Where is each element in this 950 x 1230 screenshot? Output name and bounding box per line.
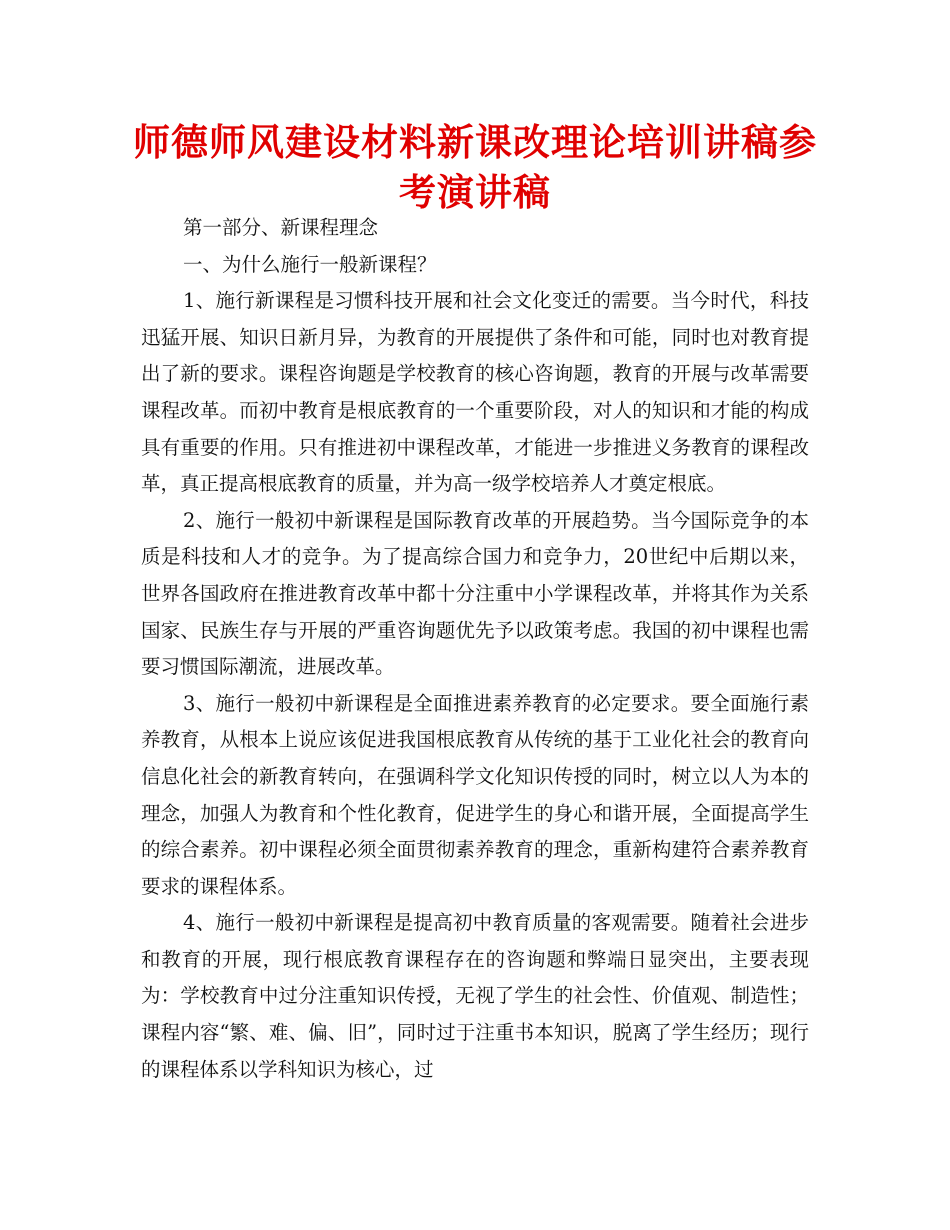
question-heading: 一、为什么施行一般新课程？ xyxy=(183,252,437,276)
document-title: 师德师风建设材料新课改理论培训讲稿参考演讲稿 xyxy=(133,121,817,214)
paragraph-4: 4、施行一般初中新课程是提高初中教育质量的客观需要。随着社会进步和教育的开展，现行根底教育课程存在的咨询题和弊端日显突出，主要表现为：学校教育中过分注重知识传授，无视了学生的社会性、价值观、制造性；课程内容“繁、难、偏、旧”，同时过于注重书本知识，脱离了学生经历；现行的课程体系以学科知识为核心，过 xyxy=(141,911,809,1081)
paragraph-1: 1、施行新课程是习惯科技开展和社会文化变迁的需要。当今时代，科技迅猛开展、知识日新月异，为教育的开展提供了条件和可能，同时也对教育提出了新的要求。课程咨询题是学校教育的核心咨询题，教育的开展与改革需要课程改革。而初中教育是根底教育的一个重要阶段，对人的知识和才能的构成具有重要的作用。只有推进初中课程改革，才能进一步推进义务教育的课程改革，真正提高根底教育的质量，并为高一级学校培养人才奠定根底。 xyxy=(141,289,809,496)
paragraph-3: 3、施行一般初中新课程是全面推进素养教育的必定要求。要全面施行素养教育，从根本上说应该促进我国根底教育从传统的基于工业化社会的教育向信息化社会的新教育转向，在强调科学文化知识传授的同时，树立以人为本的理念，加强人为教育和个性化教育，促进学生的身心和谐开展，全面提高学生的综合素养。初中课程必须全面贯彻素养教育的理念，重新构建符合素养教育要求的课程体系。 xyxy=(141,691,809,898)
section-heading: 第一部分、新课程理念 xyxy=(183,216,379,239)
document-body xyxy=(141,210,809,1088)
paragraph-2: 2、施行一般初中新课程是国际教育改革的开展趋势。当今国际竞争的本质是科技和人才的竞争。为了提高综合国力和竞争力，20世纪中后期以来，世界各国政府在推进教育改革中都十分注重中小学课程改革，并将其作为关系国家、民族生存与开展的严重咨询题优先予以政策考虑。我国的初中课程也需要习惯国际潮流，进展改革。 xyxy=(141,508,809,679)
